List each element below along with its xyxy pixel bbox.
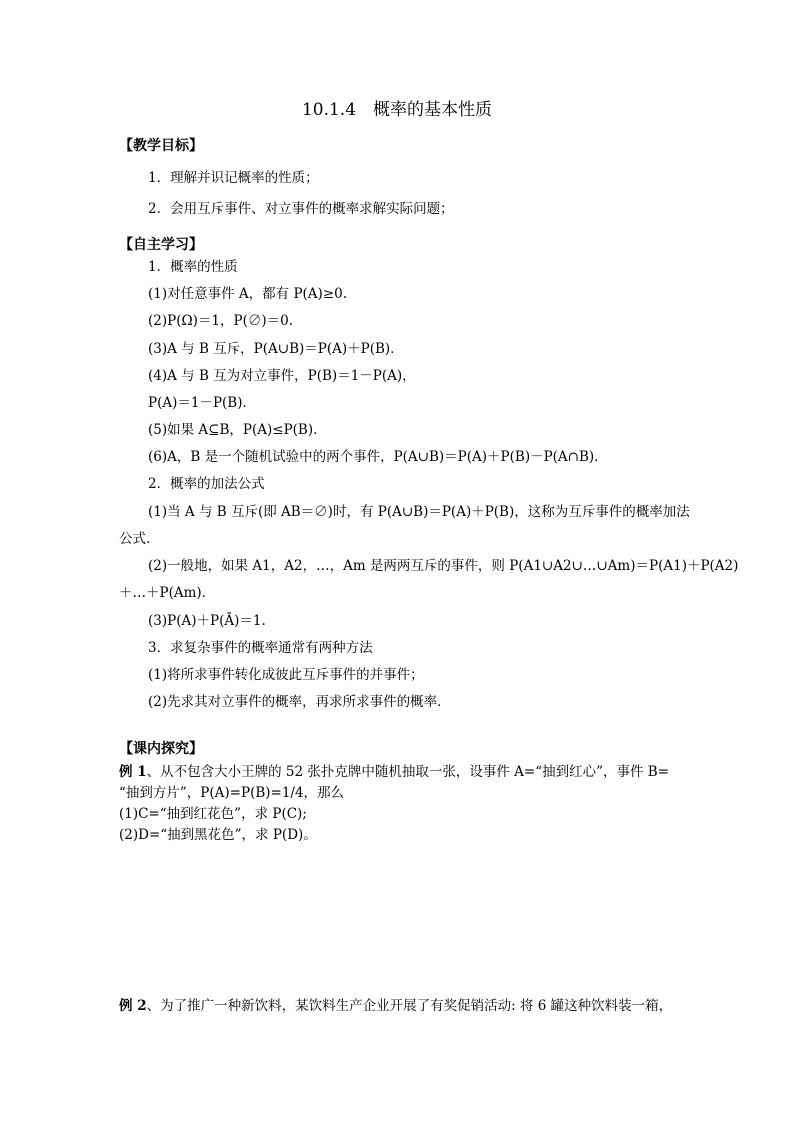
heading-teaching-goals: 【教学目标】	[119, 138, 203, 154]
property-line: (5)如果 A⊆B，P(A)≤P(B)．	[148, 422, 327, 438]
page-title: 10.1.4 概率的基本性质	[301, 100, 493, 120]
formula-line: (3)P(A)＋P(Ā)＝1.	[148, 613, 266, 629]
heading-self-study: 【自主学习】	[119, 237, 203, 253]
method-line: (1)将所求事件转化成彼此互斥事件的并事件；	[148, 667, 424, 683]
example-1-question: (2)D=“抽到黑花色”，求 P(D)。	[119, 827, 317, 843]
heading-in-class: 【课内探究】	[119, 741, 203, 757]
formula-line: (2)一般地，如果 A1，A2，…，Am 是两两互斥的事件，则 P(A1∪A2∪…∪Am)＝P(A1)＋P(A2)	[148, 558, 739, 574]
property-line: (1)对任意事件 A，都有 P(A)≥0.	[148, 286, 348, 302]
example-text: 、从不包含大小王牌的 52 张扑克牌中随机抽取一张，设事件 A=“抽到红心”，事件 B=	[146, 764, 670, 780]
property-line: (2)P(Ω)＝1，P(∅)＝0.	[148, 313, 294, 329]
example-1-line: “抽到方片”，P(A)=P(B)=1/4，那么	[119, 785, 345, 801]
goal-item: 2．会用互斥事件、对立事件的概率求解实际问题；	[148, 201, 454, 217]
example-label: 例 2	[119, 998, 147, 1014]
example-1-line	[119, 763, 669, 781]
example-1-question: (1)C=“抽到红花色”，求 P(C);	[119, 806, 307, 822]
goal-item: 1．理解并识记概率的性质；	[148, 170, 319, 186]
subsection-title: 1．概率的性质	[148, 259, 238, 275]
method-line: (2)先求其对立事件的概率，再求所求事件的概率．	[148, 694, 451, 710]
property-line: (6)A，B 是一个随机试验中的两个事件，P(A∪B)＝P(A)＋P(B)－P(A∩B)．	[148, 449, 608, 465]
example-label: 例 1	[119, 764, 147, 780]
subsection-title: 2．概率的加法公式	[148, 476, 265, 492]
property-line: (4)A 与 B 互为对立事件，P(B)＝1－P(A)，	[148, 368, 416, 384]
formula-line: ＋…＋P(Am)．	[119, 585, 216, 601]
subsection-title: 3．求复杂事件的概率通常有两种方法	[148, 640, 373, 656]
example-2-line	[119, 997, 672, 1015]
formula-line: 公式．	[119, 531, 160, 547]
example-text: 、为了推广一种新饮料，某饮料生产企业开展了有奖促销活动: 将 6 罐这种饮料装一箱，	[146, 998, 673, 1014]
property-line: (3)A 与 B 互斥，P(A∪B)＝P(A)＋P(B)．	[148, 341, 404, 357]
formula-line: (1)当 A 与 B 互斥(即 AB＝∅)时，有 P(A∪B)＝P(A)＋P(B)，这称为互斥事件的概率加法	[148, 504, 690, 520]
property-line: P(A)＝1－P(B)．	[148, 395, 256, 411]
